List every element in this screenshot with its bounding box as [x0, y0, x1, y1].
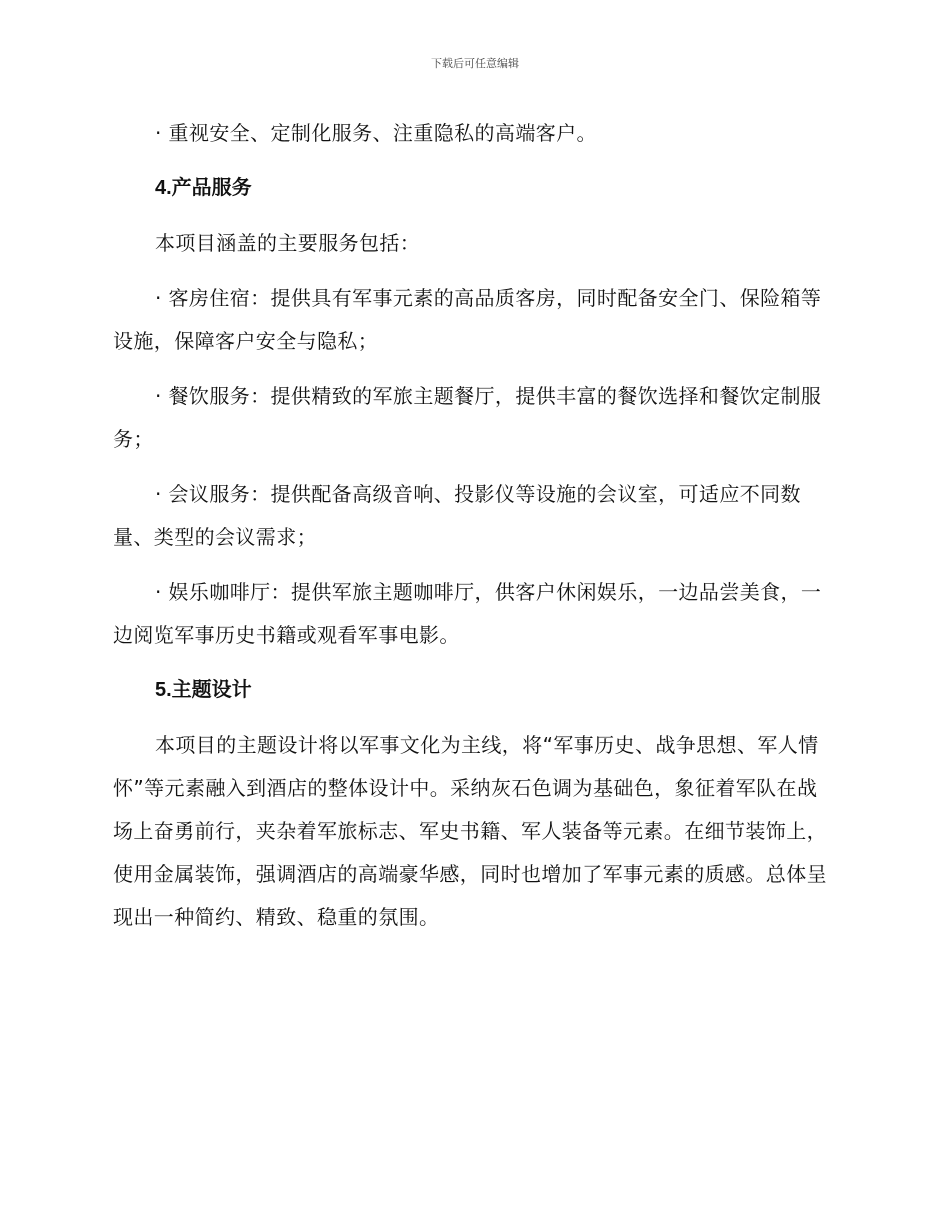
section-heading-theme-design: 5.主题设计 [155, 679, 252, 701]
list-item-rooms: · 客房住宿：提供具有军事元素的高品质客房，同时配备安全门、保险箱等设施，保障客户安全与隐私； [113, 286, 822, 353]
list-item-dining: · 餐饮服务：提供精致的军旅主题餐厅，提供丰富的餐饮选择和餐饮定制服务； [113, 384, 822, 451]
page-header: 下载后可任意编辑 [431, 57, 519, 70]
list-item-cafe: · 娱乐咖啡厅：提供军旅主题咖啡厅，供客户休闲娱乐，一边品尝美食，一边阅览军事历史书籍或观看军事电影。 [113, 580, 822, 647]
list-item-meeting: · 会议服务：提供配备高级音响、投影仪等设施的会议室，可适应不同数量、类型的会议需求； [113, 482, 801, 549]
paragraph-services-intro: 本项目涵盖的主要服务包括： [155, 231, 421, 255]
section-heading-product-services: 4.产品服务 [155, 177, 252, 199]
document-body [113, 112, 831, 939]
paragraph-target-clients: · 重视安全、定制化服务、注重隐私的高端客户。 [155, 121, 597, 145]
paragraph-theme-design: 本项目的主题设计将以军事文化为主线，将“军事历史、战争思想、军人情怀”等元素融入到酒店的整体设计中。采纳灰石色调为基础色，象征着军队在战场上奋勇前行，夹杂着军旅标志、军史书籍、军人装备等元素。在细节装饰上，使用金属装饰，强调酒店的高端豪华感，同时也增加了军事元素的质感。总体呈现出一种简约、精致、稳重的氛围。 [113, 733, 827, 929]
